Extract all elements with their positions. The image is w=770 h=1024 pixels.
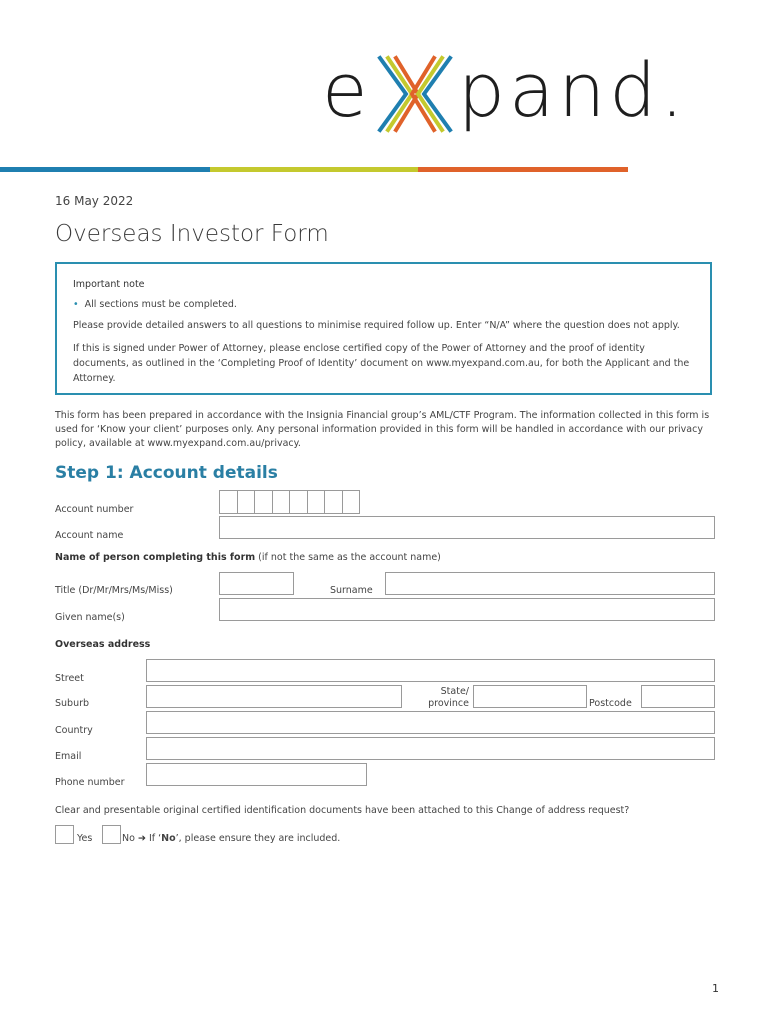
- country-field[interactable]: [146, 711, 715, 734]
- brand-stripe-lime: [210, 167, 418, 172]
- account-name-field[interactable]: [219, 516, 715, 539]
- logo-text-pand: pand.: [458, 48, 688, 134]
- no-note: [122, 833, 340, 844]
- state-label-line2: province: [428, 698, 469, 709]
- email-label: Email: [55, 751, 82, 762]
- account-number-digit[interactable]: [219, 490, 238, 514]
- surname-label: Surname: [330, 585, 373, 596]
- address-heading: Overseas address: [55, 639, 151, 650]
- phone-field[interactable]: [146, 763, 367, 786]
- account-name-label: Account name: [55, 530, 124, 541]
- no-label: No: [122, 833, 135, 844]
- street-label: Street: [55, 673, 84, 684]
- title-field[interactable]: [219, 572, 294, 595]
- no-note-post: ’, please ensure they are included.: [175, 833, 341, 844]
- suburb-label: Suburb: [55, 698, 90, 709]
- page-number: 1: [712, 982, 719, 995]
- logo-x-mark-icon: [376, 54, 454, 134]
- country-label: Country: [55, 725, 93, 736]
- person-heading-bold: Name of person completing this form: [55, 552, 256, 563]
- no-checkbox[interactable]: [102, 825, 121, 844]
- no-note-bold: No: [161, 833, 176, 844]
- account-number-field[interactable]: [219, 490, 359, 514]
- person-heading: [55, 552, 441, 563]
- no-note-pre: If ‘: [145, 833, 162, 844]
- yes-label: Yes: [77, 833, 93, 844]
- postcode-field[interactable]: [641, 685, 715, 708]
- note-bullet: [73, 299, 237, 310]
- bullet-icon: •: [73, 299, 79, 310]
- logo-text-e: e: [322, 48, 372, 134]
- note-bullet-text: All sections must be completed.: [84, 299, 237, 310]
- expand-logo: [322, 48, 722, 138]
- street-field[interactable]: [146, 659, 715, 682]
- state-label: [405, 686, 469, 710]
- suburb-field[interactable]: [146, 685, 402, 708]
- id-docs-question: Clear and presentable original certified identification documents have been attached to this Change of address request?: [55, 805, 630, 816]
- account-number-label: Account number: [55, 504, 134, 515]
- step1-heading: Step 1: Account details: [55, 463, 278, 483]
- account-number-digit[interactable]: [254, 490, 273, 514]
- account-number-digit[interactable]: [307, 490, 326, 514]
- brand-stripe-orange: [418, 167, 628, 172]
- account-number-digit[interactable]: [237, 490, 256, 514]
- surname-field[interactable]: [385, 572, 715, 595]
- note-title: Important note: [73, 279, 145, 290]
- title-label: Title (Dr/Mr/Mrs/Ms/Miss): [55, 585, 173, 596]
- arrow-right-icon: ➔: [137, 833, 146, 844]
- given-names-field[interactable]: [219, 598, 715, 621]
- phone-label: Phone number: [55, 777, 125, 788]
- account-number-digit[interactable]: [272, 490, 291, 514]
- person-heading-note: (if not the same as the account name): [255, 552, 441, 563]
- page-title: Overseas Investor Form: [55, 221, 329, 247]
- account-number-digit[interactable]: [342, 490, 361, 514]
- brand-stripe-blue: [0, 167, 210, 172]
- yes-checkbox[interactable]: [55, 825, 74, 844]
- postcode-label: Postcode: [589, 698, 632, 709]
- state-field[interactable]: [473, 685, 587, 708]
- note-paragraph-2: If this is signed under Power of Attorney, please enclose certified copy of the Power of Attorney and the proof of identity documents, as outlined in the ‘Completing Proof of Identity’ document on www.myexpand.com.au, for both the Applicant and the Attorney.: [73, 343, 690, 384]
- given-names-label: Given name(s): [55, 612, 125, 623]
- note-paragraph-1: Please provide detailed answers to all questions to minimise required follow up. Enter “N/A” where the question does not apply.: [73, 320, 680, 331]
- account-number-digit[interactable]: [324, 490, 343, 514]
- intro-paragraph: This form has been prepared in accordance with the Insignia Financial group’s AML/CTF Program. The information collected in this form is used for ‘Know your client’ purposes only. Any personal information provided in this form will be handled in accordance with our privacy policy, available at www.myexpand.com.au/privacy.: [55, 410, 710, 449]
- form-date: 16 May 2022: [55, 194, 134, 208]
- email-field[interactable]: [146, 737, 715, 760]
- account-number-digit[interactable]: [289, 490, 308, 514]
- state-label-line1: State/: [440, 686, 469, 697]
